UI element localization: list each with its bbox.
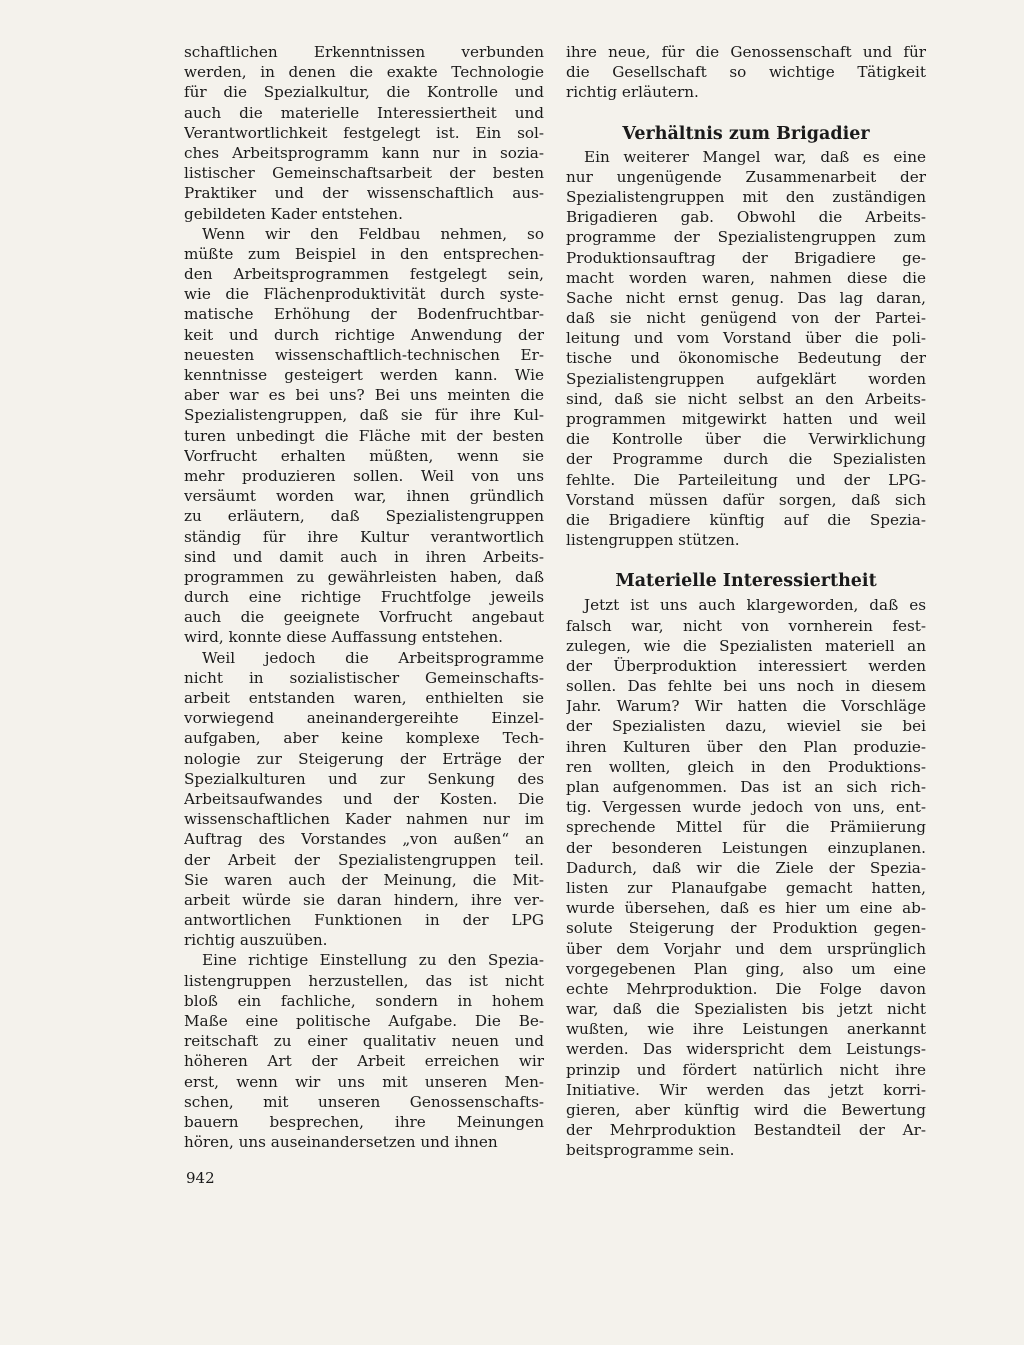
right-text-column <box>566 42 926 1161</box>
text-line: ren wollten, gleich in den Produktions- <box>566 757 926 776</box>
text-line: der Mehrproduktion Bestandteil der Ar- <box>566 1121 926 1140</box>
text-line: wissenschaftlichen Kader nahmen nur im <box>184 810 544 829</box>
text-line: Sie waren auch der Meinung, die Mit- <box>184 870 544 889</box>
text-line: nicht in sozialistischer Gemeinschafts- <box>184 668 544 687</box>
text-line: Spezialistengruppen mit den zuständigen <box>566 187 926 206</box>
text-line: nologie zur Steigerung der Erträge der <box>184 749 544 768</box>
text-line: Vorstand müssen dafür sorgen, daß sich <box>566 490 926 509</box>
text-line: reitschaft zu einer qualitativ neuen und <box>184 1032 544 1051</box>
text-line: tische und ökonomische Bedeutung der <box>566 349 926 368</box>
text-line: schaftlichen Erkenntnissen verbunden <box>184 43 544 61</box>
text-line: echte Mehrproduktion. Die Folge davon <box>566 979 926 998</box>
text-line: der Spezialisten dazu, wieviel sie bei <box>566 717 926 736</box>
text-line: die Kontrolle über die Verwirklichung <box>566 430 926 449</box>
text-line: sind und damit auch in ihren Arbeits- <box>184 547 544 566</box>
text-line: müßte zum Beispiel in den entsprechen- <box>184 244 544 263</box>
text-line: richtig auszuüben. <box>184 931 328 950</box>
text-line: Maße eine politische Aufgabe. Die Be- <box>184 1012 544 1030</box>
text-line: richtig erläutern. <box>566 83 699 102</box>
text-line: ches Arbeitsprogramm kann nur in sozia- <box>184 143 544 162</box>
text-line: der besonderen Leistungen einzuplanen. <box>566 838 926 857</box>
text-line: über dem Vorjahr und dem ursprünglich <box>566 939 926 958</box>
text-line: falsch war, nicht von vornherein fest- <box>566 616 926 635</box>
text-line: listengruppen stützen. <box>566 531 740 550</box>
text-line: auch die geeignete Vorfrucht angebaut <box>184 608 544 627</box>
section-heading-interessiertheit: Materielle Interessiertheit <box>615 571 877 592</box>
text-line: beitsprogramme sein. <box>566 1141 735 1160</box>
text-line: Praktiker und der wissenschaftlich aus- <box>184 184 544 203</box>
text-line: leitung und vom Vorstand über die poli- <box>566 329 926 348</box>
text-line: ihre neue, für die Genossenschaft und für <box>566 43 926 61</box>
text-line: plan aufgenommen. Das ist an sich rich- <box>566 778 926 796</box>
section-brigadier-body <box>566 147 926 551</box>
text-line: Auftrag des Vorstandes „von außen“ an <box>184 830 544 849</box>
text-line: Arbeitsaufwandes und der Kosten. Die <box>184 789 544 808</box>
text-line: programme der Spezialistengruppen zum <box>566 228 926 247</box>
text-line: programmen mitgewirkt hatten und weil <box>566 410 926 428</box>
text-line: listischer Gemeinschaftsarbeit der besten <box>184 164 544 183</box>
text-line: tig. Vergessen wurde jedoch von uns, ent- <box>566 798 926 817</box>
text-line: hören, uns auseinandersetzen und ihnen <box>184 1133 498 1152</box>
text-line: versäumt worden war, ihnen gründlich <box>184 487 544 506</box>
text-line: den Arbeitsprogrammen festgelegt sein, <box>184 265 544 284</box>
right-intro-paragraph <box>566 42 926 103</box>
text-line: Verantwortlichkeit festgelegt ist. Ein sol- <box>184 123 544 142</box>
text-line: Weil jedoch die Arbeitsprogramme <box>202 648 544 667</box>
text-line: gieren, aber künftig wird die Bewertung <box>566 1101 926 1119</box>
text-line: antwortlichen Funktionen in der LPG <box>184 911 544 930</box>
text-line: der Arbeit der Spezialistengruppen teil. <box>184 850 544 869</box>
text-line: aber war es bei uns? Bei uns meinten die <box>184 386 544 405</box>
text-line: gebildeten Kader entstehen. <box>184 204 403 223</box>
text-line: sind, daß sie nicht selbst an den Arbeits- <box>566 389 926 408</box>
text-line: neuesten wissenschaftlich-technischen Er- <box>184 345 544 364</box>
text-line: erst, wenn wir uns mit unseren Men- <box>184 1072 544 1091</box>
text-line: arbeit entstanden waren, enthielten sie <box>184 689 544 707</box>
section-interessiertheit-body <box>566 595 926 1160</box>
text-line: ständig für ihre Kultur verantwortlich <box>184 527 544 546</box>
text-line: solute Steigerung der Produktion gegen- <box>566 919 926 938</box>
page-number: 942 <box>186 1169 215 1187</box>
text-line: höheren Art der Arbeit erreichen wir <box>184 1052 544 1071</box>
text-line: wird, konnte diese Auffassung entstehen. <box>184 628 503 647</box>
text-line: arbeit würde sie daran hindern, ihre ver- <box>184 890 544 909</box>
text-line: Eine richtige Einstellung zu den Spezia- <box>202 951 544 970</box>
text-line: macht worden waren, nahmen diese die <box>566 268 926 287</box>
text-line: Brigadieren gab. Obwohl die Arbeits- <box>566 208 926 227</box>
text-line: vorwiegend aneinandergereihte Einzel- <box>184 709 544 728</box>
text-line: Vorfrucht erhalten müßten, wenn sie <box>184 446 544 465</box>
text-line: aufgaben, aber keine komplexe Tech- <box>184 729 544 748</box>
text-line: zu erläutern, daß Spezialistengruppen <box>184 507 544 526</box>
text-line: programmen zu gewährleisten haben, daß <box>184 567 544 586</box>
left-text-column <box>184 42 544 1152</box>
text-line: wußten, wie ihre Leistungen anerkannt <box>566 1020 926 1039</box>
text-line: wurde übersehen, daß es hier um eine ab- <box>566 899 926 918</box>
text-line: nur ungenügende Zusammenarbeit der <box>566 167 926 186</box>
text-line: wie die Flächenproduktivität durch syste- <box>184 285 544 304</box>
text-line: Jetzt ist uns auch klargeworden, daß es <box>584 596 926 615</box>
text-line: prinzip und fördert natürlich nicht ihre <box>566 1060 926 1079</box>
text-line: mehr produzieren sollen. Weil von uns <box>184 466 544 485</box>
text-line: Wenn wir den Feldbau nehmen, so <box>202 224 544 243</box>
text-line: Initiative. Wir werden das jetzt korri- <box>566 1080 926 1099</box>
text-line: der Programme durch die Spezialisten <box>566 450 926 469</box>
text-line: schen, mit unseren Genossenschafts- <box>184 1092 544 1111</box>
section-heading-brigadier: Verhältnis zum Brigadier <box>622 123 870 144</box>
text-line: Spezialkulturen und zur Senkung des <box>184 769 544 788</box>
text-line: sollen. Das fehlte bei uns noch in diesem <box>566 677 926 696</box>
text-line: Dadurch, daß wir die Ziele der Spezia- <box>566 858 926 877</box>
text-line: war, daß die Spezialisten bis jetzt nicht <box>566 1000 926 1019</box>
text-line: daß sie nicht genügend von der Partei- <box>566 309 926 328</box>
text-line: ihren Kulturen über den Plan produzie- <box>566 737 926 756</box>
text-line: die Gesellschaft so wichtige Tätigkeit <box>566 63 926 82</box>
text-line: sprechende Mittel für die Prämiierung <box>566 818 926 837</box>
text-line: der Überproduktion interessiert werden <box>566 656 926 675</box>
text-line: fehlte. Die Parteileitung und der LPG- <box>566 470 926 489</box>
text-line: bauern besprechen, ihre Meinungen <box>184 1112 544 1131</box>
text-line: werden. Das widerspricht dem Leistungs- <box>566 1040 926 1059</box>
text-line: werden, in denen die exakte Technologie <box>184 63 544 82</box>
text-line: Spezialistengruppen, daß sie für ihre Kul- <box>184 406 544 425</box>
text-line: vorgegebenen Plan ging, also um eine <box>566 959 926 978</box>
text-line: für die Spezialkultur, die Kontrolle und <box>184 83 544 102</box>
text-line: Produktionsauftrag der Brigadiere ge- <box>566 248 926 267</box>
text-line: Jahr. Warum? Wir hatten die Vorschläge <box>566 697 926 716</box>
text-line: Sache nicht ernst genug. Das lag daran, <box>566 288 926 307</box>
text-line: turen unbedingt die Fläche mit der besten <box>184 426 544 445</box>
text-line: zulegen, wie die Spezialisten materiell an <box>566 636 926 655</box>
text-line: listen zur Planaufgabe gemacht hatten, <box>566 878 926 897</box>
text-line: die Brigadiere künftig auf die Spezia- <box>566 510 926 529</box>
text-line: matische Erhöhung der Bodenfruchtbar- <box>184 305 544 324</box>
text-line: bloß ein fachliche, sondern in hohem <box>184 991 544 1010</box>
text-line: auch die materielle Interessiertheit und <box>184 103 544 122</box>
text-line: kenntnisse gesteigert werden kann. Wie <box>184 366 544 384</box>
text-line: durch eine richtige Fruchtfolge jeweils <box>184 588 544 607</box>
text-line: Spezialistengruppen aufgeklärt worden <box>566 369 926 388</box>
text-line: Ein weiterer Mangel war, daß es eine <box>584 147 926 166</box>
text-line: listengruppen herzustellen, das ist nicht <box>184 971 544 990</box>
text-line: keit und durch richtige Anwendung der <box>184 325 544 344</box>
